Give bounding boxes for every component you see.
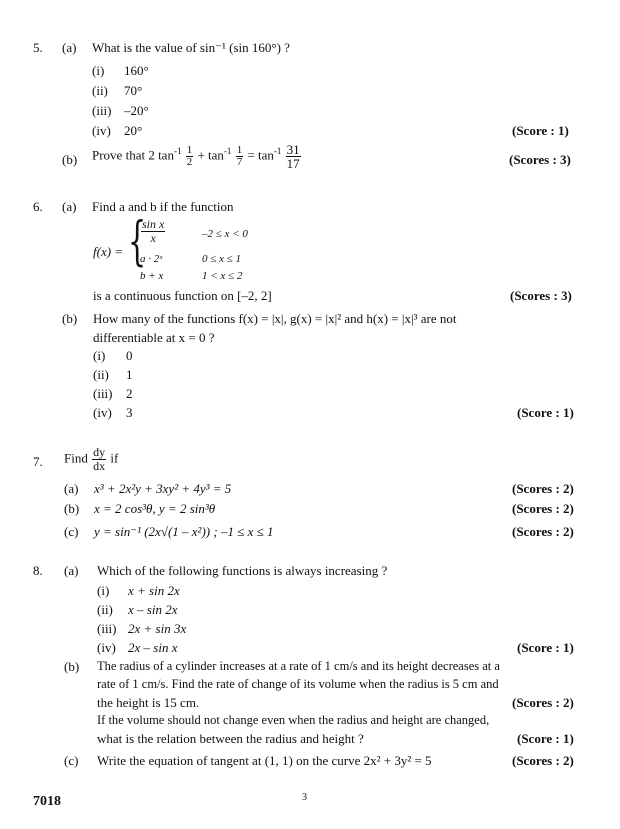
q5b-label: (b) <box>62 152 78 167</box>
q8b-line1: The radius of a cylinder increases at a rate of 1 cm/s and its height decreases at a <box>97 659 500 673</box>
q5a-text: What is the value of sin⁻¹ (sin 160°) ? <box>92 40 290 55</box>
q6b-opt3-text: 2 <box>126 386 133 401</box>
q7-dydx: $\frac{dy}{dx}$ <box>93 445 106 473</box>
q5b-frac2: $\frac{1}{7}$ <box>236 144 243 168</box>
q6a-text: Find a and b if the function <box>92 199 234 214</box>
q6b-opt1-label: (i) <box>93 348 106 363</box>
q8a-opt2-label: (ii) <box>97 602 113 617</box>
q5a-opt3-label: (iii) <box>92 103 112 118</box>
q5a-opt1-text: 160° <box>124 63 149 78</box>
q6b-opt2-text: 1 <box>126 367 133 382</box>
q5a-opt4-text: 20° <box>124 123 143 138</box>
q8b-score2: (Score : 1) <box>517 731 574 746</box>
q8a-opt2-text: x – sin 2x <box>128 602 178 617</box>
q5a-opt1-label: (i) <box>92 63 105 78</box>
q6b-line2: differentiable at x = 0 ? <box>93 330 215 345</box>
q8a-score: (Score : 1) <box>517 640 574 655</box>
q7c-score: (Scores : 2) <box>512 524 574 539</box>
q8b-line4: If the volume should not change even when the radius and height are changed, <box>97 713 490 727</box>
q7b-label: (b) <box>64 501 80 516</box>
q6a-case1-cond: –2 ≤ x < 0 <box>202 228 248 240</box>
q8b-line5: what is the relation between the radius and height ? <box>97 731 364 746</box>
q8c-label: (c) <box>64 753 79 768</box>
q6a-brace: { <box>128 212 147 272</box>
q5b-eq: = tan <box>247 147 274 163</box>
q6a-case1-frac <box>141 218 165 245</box>
q6a-case1-num: sin x <box>142 217 165 231</box>
q7c-label: (c) <box>64 524 79 539</box>
q8a-opt1-label: (i) <box>97 583 110 598</box>
q6b-opt1-text: 0 <box>126 348 133 363</box>
q8c-text: Write the equation of tangent at (1, 1) on the curve 2x² + 3y² = 5 <box>97 753 432 768</box>
q6a-label: (a) <box>62 199 77 214</box>
q7b-text: x = 2 cos³θ, y = 2 sin³θ <box>94 501 216 516</box>
q7c-text: y = sin⁻¹ (2x√(1 – x²)) ; –1 ≤ x ≤ 1 <box>94 524 274 539</box>
q8b-line2: rate of 1 cm/s. Find the rate of change of its volume when the radius is 5 cm and <box>97 677 499 691</box>
q6b-line1: How many of the functions f(x) = |x|, g(x) = |x|² and h(x) = |x|³ are not <box>93 311 457 326</box>
q5b-frac1: $\frac{1}{2}$ <box>186 144 193 168</box>
q8c-score: (Scores : 2) <box>512 753 574 768</box>
q7-find: Find <box>64 450 88 466</box>
q5b-plus: + tan <box>197 147 224 163</box>
q5b-equation: Prove that 2 $\tan^{-1}$ $\frac{1}{2}$ + $\tan^{-1}$ $\frac{1}{7}$ = $\tan^{-1}$ $\frac{31}{17}$ <box>92 142 300 171</box>
q8-number: 8. <box>33 563 43 578</box>
q7a-score: (Scores : 2) <box>512 481 574 496</box>
q5a-opt3-text: –20° <box>124 103 149 118</box>
q7b-score: (Scores : 2) <box>512 501 574 516</box>
q6a-fx: f(x) = <box>93 244 124 259</box>
q8a-opt4-text: 2x – sin x <box>128 640 178 655</box>
q6a-tail: is a continuous function on [–2, 2] <box>93 288 272 303</box>
q6b-opt4-label: (iv) <box>93 405 112 420</box>
q7-if: if <box>110 450 119 466</box>
q6b-opt4-text: 3 <box>126 405 133 420</box>
q8a-opt1-text: x + sin 2x <box>128 583 180 598</box>
q5b-frac3: $\frac{31}{17}$ <box>286 142 300 171</box>
q6a-case1-den: x <box>150 231 156 245</box>
q6a-case2: a · 2ˣ <box>140 253 163 265</box>
q6b-opt2-label: (ii) <box>93 367 109 382</box>
q5-number: 5. <box>33 40 43 55</box>
q8b-label: (b) <box>64 659 80 674</box>
q6a-score: (Scores : 3) <box>510 288 572 303</box>
q6a-case3: b + x <box>140 270 164 282</box>
q8a-label: (a) <box>64 563 79 578</box>
q5a-score: (Score : 1) <box>512 123 569 138</box>
q8a-opt4-label: (iv) <box>97 640 116 655</box>
q8a-text: Which of the following functions is always increasing ? <box>97 563 388 578</box>
q6a-case3-cond: 1 < x ≤ 2 <box>202 270 243 282</box>
q8a-opt3-label: (iii) <box>97 621 117 636</box>
q6b-label: (b) <box>62 311 78 326</box>
q5a-opt2-label: (ii) <box>92 83 108 98</box>
q6-number: 6. <box>33 199 43 214</box>
paper-code: 7018 <box>33 794 61 809</box>
q7a-label: (a) <box>64 481 79 496</box>
q6a-case2-cond: 0 ≤ x ≤ 1 <box>202 253 241 265</box>
q7a-text: x³ + 2x²y + 3xy² + 4y³ = 5 <box>94 481 232 496</box>
q7-stem <box>64 446 118 473</box>
q8a-opt3-text: 2x + sin 3x <box>128 621 187 636</box>
q5b-pre: Prove that 2 tan <box>92 147 174 163</box>
q8b-line3: the height is 15 cm. <box>97 695 200 710</box>
q5a-opt2-text: 70° <box>124 83 143 98</box>
q7-number: 7. <box>33 454 43 469</box>
q6b-score: (Score : 1) <box>517 405 574 420</box>
q6b-opt3-label: (iii) <box>93 386 113 401</box>
page-number: 3 <box>302 792 307 803</box>
q5a-label: (a) <box>62 40 77 55</box>
q8b-score1: (Scores : 2) <box>512 695 574 710</box>
q5b-score: (Scores : 3) <box>509 152 571 167</box>
q5a-opt4-label: (iv) <box>92 123 111 138</box>
